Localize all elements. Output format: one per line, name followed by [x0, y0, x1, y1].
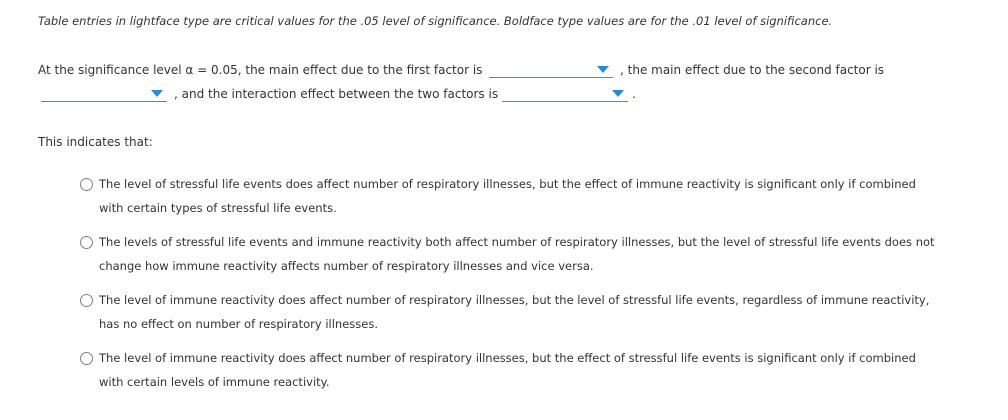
second-factor-dropdown[interactable]	[41, 85, 167, 102]
radio-unchecked-icon[interactable]	[80, 178, 93, 191]
option-3-text: The level of immune reactivity does affect number of respiratory illnesses, but the level of stressful life events, regardless of immune reactivity, has no effect on number of respiratory illnesses.	[99, 293, 930, 331]
question-text-part3: , and the interaction effect between the two factors is	[174, 87, 499, 101]
option-1-text: The level of stressful life events does affect number of respiratory illnesses, but the effect of immune reactivity is significant only if combined with certain types of stressful life events.	[99, 177, 916, 215]
indicates-label: This indicates that:	[38, 135, 153, 149]
caret-down-icon	[597, 66, 609, 73]
question-text-part1: At the significance level α = 0.05, the main effect due to the first factor is	[38, 63, 483, 77]
interaction-dropdown[interactable]	[502, 85, 628, 102]
option-4-text: The level of immune reactivity does affect number of respiratory illnesses, but the effect of stressful life events is significant only if combined with certain levels of immune reactivity.	[99, 351, 916, 389]
question-text-part4: .	[632, 87, 636, 101]
caret-down-icon	[151, 90, 163, 97]
caret-down-icon	[612, 90, 624, 97]
question-text-part2: , the main effect due to the second factor is	[620, 63, 885, 77]
significance-note: Table entries in lightface type are critical values for the .05 level of significance. Boldface type values are for the .01 level of significance.	[38, 14, 833, 28]
radio-unchecked-icon[interactable]	[80, 236, 93, 249]
radio-unchecked-icon[interactable]	[80, 294, 93, 307]
radio-unchecked-icon[interactable]	[80, 352, 93, 365]
first-factor-dropdown[interactable]	[489, 61, 613, 78]
option-2-text: The levels of stressful life events and immune reactivity both affect number of respiratory illnesses, but the level of stressful life events does not change how immune reactivity affects number of respiratory illnesses and vice versa.	[99, 235, 935, 273]
